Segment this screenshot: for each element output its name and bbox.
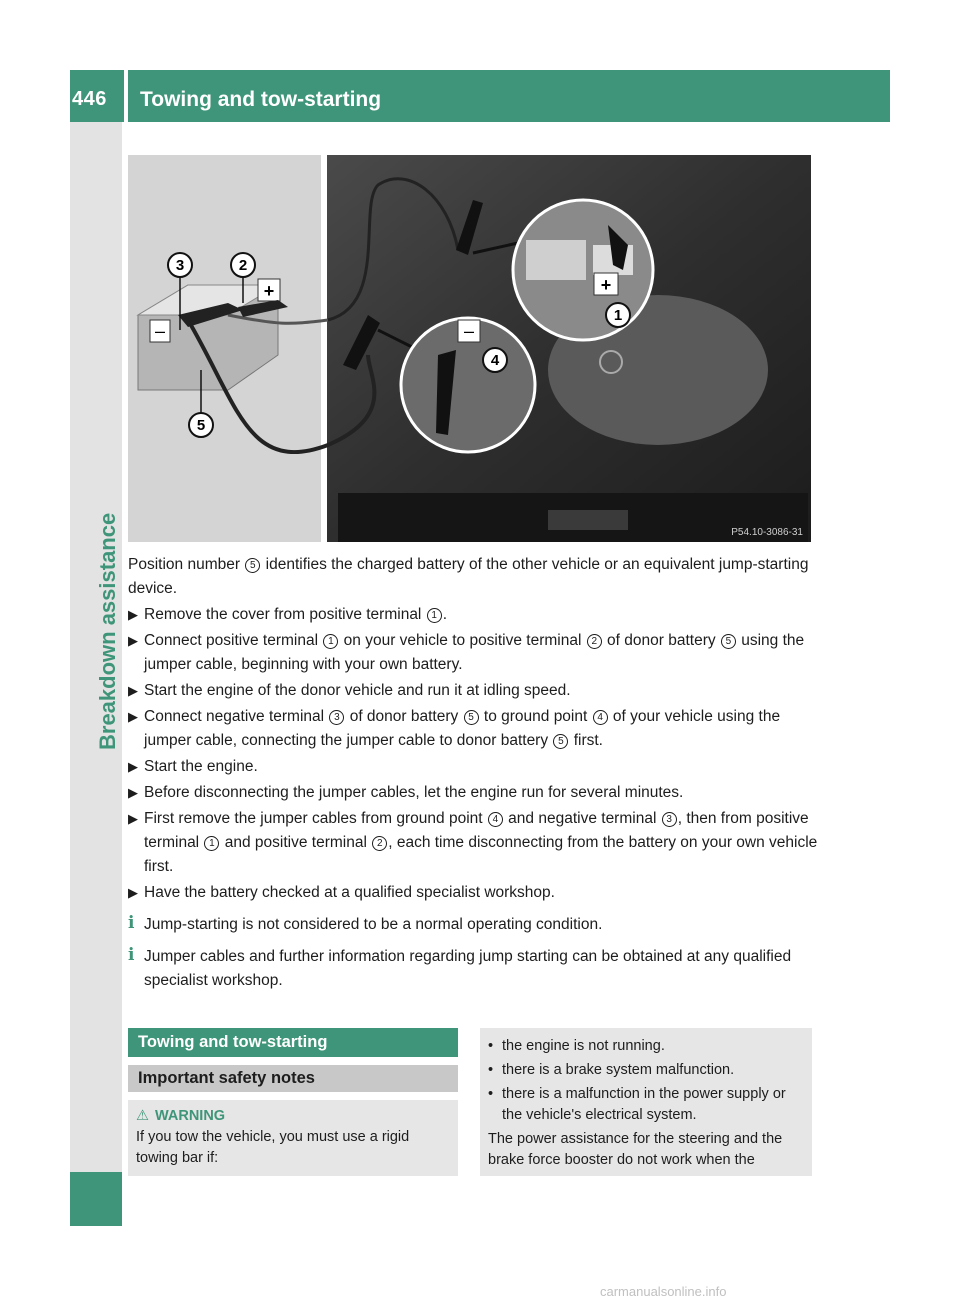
section-label: Breakdown assistance [95,512,120,750]
step-item: ▶ Connect positive terminal 1 on your vehicle to positive terminal 2 of donor battery 5 using the jumper cable, beginning with your own battery. [128,629,818,677]
step-arrow-icon: ▶ [128,785,138,800]
ground-minus: – [463,321,475,341]
figure-code: P54.10-3086-31 [731,527,803,538]
page-number: 446 [72,88,107,110]
battery-minus: – [154,321,166,341]
step-arrow-icon: ▶ [128,709,138,724]
watermark: carmanualsonline.info [600,1284,727,1299]
terminal-plus: + [600,275,612,295]
svg-text:5: 5 [196,417,206,434]
side-tab [70,1172,122,1226]
info-note: i Jump-starting is not considered to be a normal operating condition. [128,913,603,933]
step-arrow-icon: ▶ [128,633,138,648]
jump-start-illustration [128,155,811,542]
instructions [128,553,818,993]
illustration-svg [128,155,811,542]
info-icon: i [128,913,135,933]
left-column [128,1028,458,1176]
subsection-heading: Important safety notes [128,1065,458,1092]
intro-paragraph: Position number 5 identifies the charged battery of the other vehicle or an equivalent jump-starting device. [128,556,809,597]
step-arrow-icon: ▶ [128,683,138,698]
list-item: • there is a brake system malfunction. [488,1060,804,1081]
warning-text: If you tow the vehicle, you must use a rigid towing bar if: [136,1129,410,1166]
right-column-text: The power assistance for the steering and the brake force booster do not work when the [488,1131,783,1168]
step-item: ▶ Connect negative terminal 3 of donor battery 5 to ground point 4 of your vehicle using the jumper cable, connecting the jumper cable to donor battery 5 first. [128,705,818,753]
list-item: • the engine is not running. [488,1036,804,1057]
step-arrow-icon: ▶ [128,607,138,622]
warning-title: ⚠ WARNING [136,1106,450,1127]
step-item: ▶ Remove the cover from positive terminal 1 . [128,603,818,627]
info-icon: i [128,945,135,965]
svg-text:1: 1 [613,307,623,324]
svg-text:2: 2 [238,257,248,274]
step-item: ▶ Before disconnecting the jumper cables, let the engine run for several minutes. [128,781,818,805]
notes-list [128,913,818,993]
step-item: ▶ First remove the jumper cables from ground point 4 and negative terminal 3 , then from positive terminal 1 and positive terminal 2 , each time disconnecting from the battery on your own vehicle first. [128,807,818,879]
right-column [480,1028,812,1176]
info-note: i Jumper cables and further information regarding jump starting can be obtained at any qualified specialist workshop. [128,945,792,989]
step-arrow-icon: ▶ [128,885,138,900]
svg-text:4: 4 [490,352,500,369]
header-divider [124,70,128,122]
step-item: ▶ Have the battery checked at a qualified specialist workshop. [128,881,818,905]
list-item: • there is a malfunction in the power supply or the vehicle's electrical system. [488,1084,804,1126]
warning-box [128,1100,458,1176]
step-arrow-icon: ▶ [128,759,138,774]
step-arrow-icon: ▶ [128,811,138,826]
condition-list [480,1028,812,1126]
step-item: ▶ Start the engine of the donor vehicle and run it at idling speed. [128,679,818,703]
battery-plus: + [263,281,275,301]
step-list [128,603,818,905]
svg-text:3: 3 [175,257,185,274]
section-heading: Towing and tow-starting [128,1028,458,1057]
step-item: ▶ Start the engine. [128,755,818,779]
page-title: Towing and tow-starting [140,88,382,111]
warning-triangle-icon: ⚠ [136,1108,149,1124]
